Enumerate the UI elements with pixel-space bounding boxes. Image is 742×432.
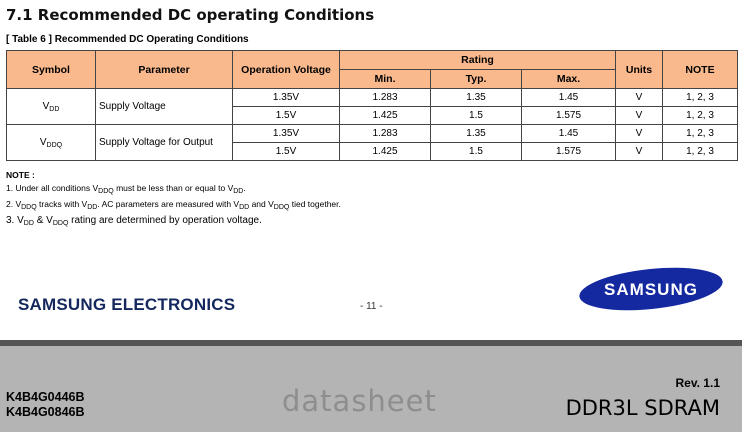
- symbol-cell-vdd: $V_{DD}$: [7, 89, 96, 125]
- units-cell: V: [616, 125, 663, 143]
- typ-cell: 1.35: [431, 125, 522, 143]
- notes-heading: NOTE :: [6, 170, 35, 180]
- note-cell: 1, 2, 3: [663, 107, 738, 125]
- units-cell: V: [616, 107, 663, 125]
- note-cell: 1, 2, 3: [663, 125, 738, 143]
- table-caption: [ Table 6 ] Recommended DC Operating Conditions: [6, 34, 249, 45]
- header-symbol: Symbol: [7, 51, 96, 89]
- table-row: [7, 125, 738, 143]
- min-cell: 1.425: [340, 107, 431, 125]
- min-cell: 1.283: [340, 89, 431, 107]
- product-name: DDR3L SDRAM: [565, 396, 720, 420]
- max-cell: 1.575: [522, 143, 616, 161]
- symbol-cell-vddq: $V_{DDQ}$: [7, 125, 96, 161]
- part-number-2: K4B4G0846B: [6, 405, 85, 419]
- typ-cell: 1.5: [431, 107, 522, 125]
- units-cell: V: [616, 89, 663, 107]
- header-parameter: Parameter: [96, 51, 233, 89]
- footer-brand: SAMSUNG ELECTRONICS: [18, 295, 236, 314]
- units-cell: V: [616, 143, 663, 161]
- datasheet-watermark: datasheet: [282, 384, 437, 418]
- dc-operating-conditions-table: [6, 50, 738, 161]
- header-typ: Typ.: [431, 70, 522, 89]
- part-number-1: K4B4G0446B: [6, 390, 85, 404]
- max-cell: 1.45: [522, 125, 616, 143]
- revision-label: Rev. 1.1: [675, 376, 720, 390]
- typ-cell: 1.5: [431, 143, 522, 161]
- min-cell: 1.425: [340, 143, 431, 161]
- header-rating: Rating: [340, 51, 616, 70]
- header-min: Min.: [340, 70, 431, 89]
- note-cell: 1, 2, 3: [663, 89, 738, 107]
- note-3: 3. $V_{DD}$ & $V_{DDQ}$ rating are determined by operation voltage.: [6, 215, 262, 227]
- parameter-cell: Supply Voltage: [96, 89, 233, 125]
- svg-text:SAMSUNG: SAMSUNG: [604, 280, 698, 299]
- typ-cell: 1.35: [431, 89, 522, 107]
- max-cell: 1.45: [522, 89, 616, 107]
- max-cell: 1.575: [522, 107, 616, 125]
- note-2: 2. $V_{DDQ}$ tracks with $V_{DD}$. AC parameters are measured with $V_{DD}$ and $V_{DDQ}$ tied together.: [6, 199, 341, 211]
- header-operation-voltage: Operation Voltage: [233, 51, 340, 89]
- header-units: Units: [616, 51, 663, 89]
- voltage-cell: 1.5V: [233, 143, 340, 161]
- table-row: [7, 89, 738, 107]
- section-title: 7.1 Recommended DC operating Conditions: [6, 6, 375, 24]
- note-1: 1. Under all conditions $V_{DDQ}$ must be less than or equal to $V_{DD}$.: [6, 183, 246, 195]
- min-cell: 1.283: [340, 125, 431, 143]
- page-number: - 11 -: [360, 301, 383, 312]
- voltage-cell: 1.35V: [233, 89, 340, 107]
- voltage-cell: 1.5V: [233, 107, 340, 125]
- note-cell: 1, 2, 3: [663, 143, 738, 161]
- samsung-logo: [576, 262, 726, 314]
- header-note: NOTE: [663, 51, 738, 89]
- header-max: Max.: [522, 70, 616, 89]
- parameter-cell: Supply Voltage for Output: [96, 125, 233, 161]
- notes: [6, 169, 341, 230]
- voltage-cell: 1.35V: [233, 125, 340, 143]
